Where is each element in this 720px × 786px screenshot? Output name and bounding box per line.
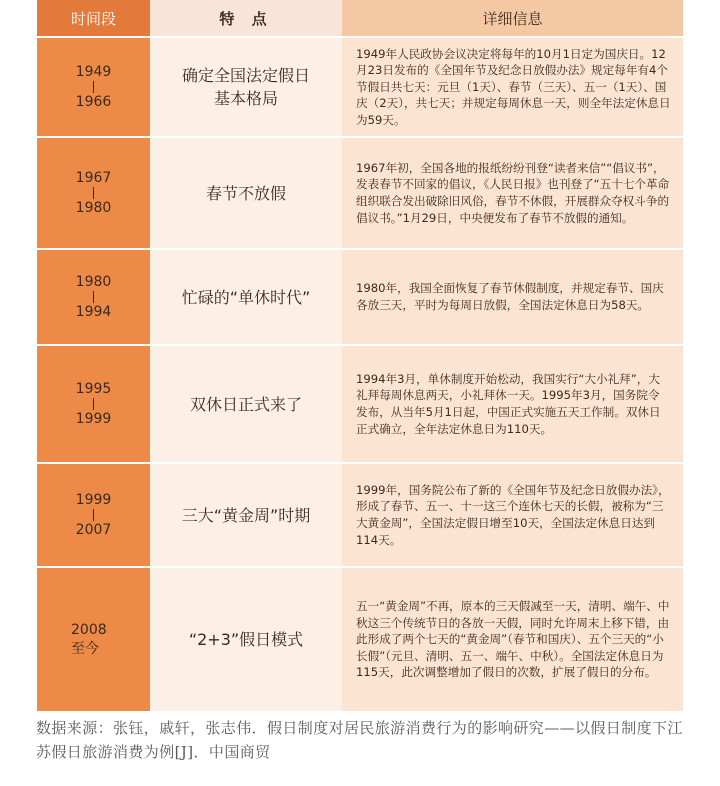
period-end: 至今 <box>71 640 99 657</box>
detail-text: 五一“黄金周”不再，原本的三天假减至一天，清明、端午、中秋这三个传统节日的各放一天假，同时允许周末上移下错，由此形成了两个七天的“黄金周”（春节和国庆）、五个三天的“小长假”（元旦、清明、五一、端午、中秋）。全国法定休息日为115天，此次调整增加了假日的次数，扩展了假日的分布。 <box>356 599 670 680</box>
detail-cell <box>342 138 683 248</box>
detail-cell <box>342 250 683 344</box>
time-period-cell <box>37 346 150 462</box>
feature-cell: 双休日正式来了 <box>150 346 342 462</box>
header-time-period: 时间段 <box>37 0 150 36</box>
header-detail: 详细信息 <box>342 0 683 36</box>
period-start: 1967 <box>75 170 112 186</box>
table-row <box>37 36 683 136</box>
detail-text: 1999年，国务院公布了新的《全国年节及纪念日放假办法》，形成了春节、五一、十一这三个连休七天的长假，被称为“三大黄金周”，全国法定假日增至10天，全国法定休息日达到114天。 <box>356 482 670 547</box>
table-row <box>37 248 683 344</box>
feature-cell: “2+3”假日模式 <box>150 568 342 711</box>
feature-cell: 忙碌的“单休时代” <box>150 250 342 344</box>
period-divider <box>93 398 94 410</box>
table-row <box>37 566 683 711</box>
period-end: 1994 <box>75 304 112 320</box>
detail-cell <box>342 346 683 462</box>
period-end: 2007 <box>75 522 112 538</box>
period-divider <box>93 81 94 93</box>
time-period-cell <box>37 464 150 566</box>
feature-cell: 确定全国法定假日基本格局 <box>150 38 342 136</box>
detail-text: 1949年人民政协会议决定将每年的10月1日定为国庆日。12月23日发布的《全国年节及纪念日放假办法》规定每年有4个节假日共七天：元旦（1天）、春节（三天）、五一（1天）、国庆（2天），共七天；并规定每周休息一天，则全年法定休息日为59天。 <box>356 46 671 127</box>
period-start: 2008 <box>71 621 107 638</box>
table-row <box>37 344 683 462</box>
detail-text: 1967年初，全国各地的报纸纷纷刊登“读者来信”“倡议书”，发表春节不回家的倡议，《人民日报》也刊登了“五十七个革命组织联合发出破除旧风俗，春节不休假，开展群众夺权斗争的倡议书。”1月29日，中央便发布了春节不放假的通知。 <box>356 160 670 225</box>
table-row <box>37 136 683 248</box>
period-end: 1966 <box>75 94 112 110</box>
detail-text: 1994年3月，单休制度开始松动，我国实行“大小礼拜”，大礼拜每周休息两天，小礼拜休一天。1995年3月，国务院令发布，从当年5月1日起，中国正式实施五天工作制。双休日正式确立，全年法定休息日为110天。 <box>356 371 661 436</box>
header-feature: 特 点 <box>150 0 342 36</box>
detail-cell <box>342 568 683 711</box>
period-start: 1999 <box>75 492 112 508</box>
time-period-cell <box>37 250 150 344</box>
period-end: 1999 <box>75 411 112 427</box>
holiday-history-table <box>37 0 683 711</box>
time-period-cell <box>37 138 150 248</box>
period-start: 1980 <box>75 274 112 290</box>
detail-cell <box>342 464 683 566</box>
feature-cell: 三大“黄金周”时期 <box>150 464 342 566</box>
period-end: 1980 <box>75 200 112 216</box>
period-start: 1949 <box>75 64 112 80</box>
feature-cell: 春节不放假 <box>150 138 342 248</box>
period-divider <box>93 187 94 199</box>
detail-text: 1980年，我国全面恢复了春节休假制度，并规定春节、国庆各放三天，平时为每周日放假，全国法定休息日为58天。 <box>356 281 664 312</box>
table-row <box>37 462 683 566</box>
period-divider <box>93 509 94 521</box>
period-start: 1995 <box>75 381 112 397</box>
period-divider <box>93 291 94 303</box>
data-source-citation: 数据来源：张钰，戚轩，张志伟．假日制度对居民旅游消费行为的影响研究——以假日制度下江苏假日旅游消费为例[J]．中国商贸 <box>36 719 683 761</box>
detail-cell <box>342 38 683 136</box>
time-period-cell <box>37 38 150 136</box>
